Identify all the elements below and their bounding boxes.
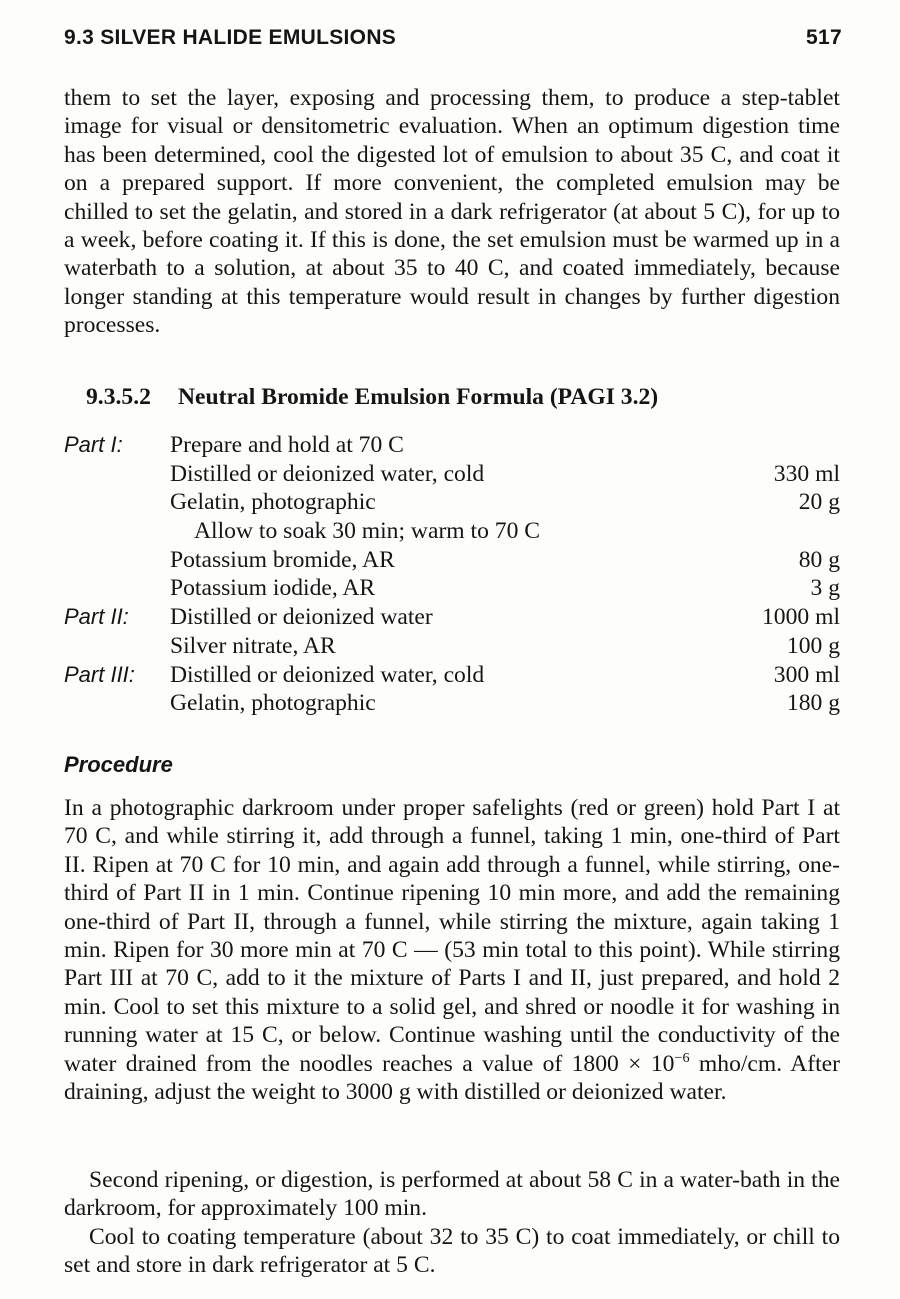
formula-amount: 180 g	[786, 690, 840, 717]
intro-paragraph: them to set the layer, exposing and processing them, to produce a step-tablet image for visual or densitometric evaluation. When an optimum digestion time has been determined, cool the digested lot of emulsion to about 35 C, and coat it on a prepared support. If more convenient, the completed emulsion may be chilled to set the gelatin, and stored in a dark refrigerator (at about 5 C), for up to a week, before coating it. If this is done, the set emulsion must be warmed up in a waterbath to a solution, at about 35 to 40 C, and coated immediately, because longer standing at this temperature would result in changes by further digestion processes.	[64, 85, 840, 339]
exponent: −6	[674, 1049, 690, 1066]
formula-amount: 1000 ml	[762, 604, 840, 631]
formula-amount: 20 g	[798, 489, 840, 516]
formula-amount: 100 g	[786, 632, 840, 659]
formula-ingredient: Silver nitrate, AR	[170, 632, 336, 659]
formula-amount	[720, 431, 840, 460]
formula-ingredient: Distilled or deionized water	[170, 604, 433, 631]
formula-part-label	[64, 517, 170, 546]
section-title: 9.3 SILVER HALIDE EMULSIONS	[64, 26, 397, 49]
coating-paragraph: Cool to coating temperature (about 32 to 35 C) to coat immediately, or chill to set and store in dark refrigerator at 5 C.	[64, 1224, 840, 1279]
formula-amount	[720, 517, 840, 546]
formula-part-label: Part I:	[64, 432, 123, 457]
formula-amount: 300 ml	[773, 661, 840, 688]
procedure-heading: Procedure	[64, 752, 173, 777]
formula-ingredient: Allow to soak 30 min; warm to 70 C	[194, 518, 541, 545]
formula-ingredient: Gelatin, photographic	[170, 489, 376, 516]
procedure-paragraph	[64, 794, 840, 1106]
formula-row	[64, 632, 840, 661]
formula-ingredient: Distilled or deionized water, cold	[170, 460, 485, 487]
procedure-text-2: mho/cm. After draining, adjust the weight to 3000 g with distilled or deionized water.	[64, 1050, 840, 1106]
formula-row	[64, 574, 840, 603]
running-header	[64, 26, 842, 56]
procedure-text-1: In a photographic darkroom under proper safelights (red or green) hold Part I at 70 C, and while stirring it, add through a funnel, taking 1 min, one-third of Part II. Ripen at 70 C for 10 min, and again add through a funnel, while stirring, one-third of Part II in 1 min. Continue ripening 10 min more, and add the remaining one-third of Part II, through a funnel, while stirring the mixture, again taking 1 min. Ripen for 30 more min at 70 C — (53 min total to this point). While stirring Part III at 70 C, add to it the mixture of Parts I and II, just prepared, and hold 2 min. Cool to set this mixture to a solid gel, and shred or noodle it for washing in running water at 15 C, or below. Continue washing until the conductivity of the water drained from the noodles reaches a value of 1800 × 10	[64, 795, 840, 1077]
formula-part-label: Part III:	[64, 661, 135, 687]
formula-row	[64, 603, 840, 632]
formula-row	[64, 517, 840, 546]
subsection-heading	[86, 383, 658, 411]
formula-row	[64, 661, 840, 690]
formula-table	[64, 431, 840, 718]
formula-amount: 330 ml	[773, 460, 840, 487]
formula-ingredient: Gelatin, photographic	[170, 690, 376, 717]
ripening-paragraph: Second ripening, or digestion, is performed at about 58 C in a water-bath in the darkroom, for approximately 100 min.	[64, 1167, 840, 1222]
formula-row	[64, 460, 840, 489]
subsection-number: 9.3.5.2	[86, 384, 151, 410]
formula-part-label	[64, 546, 170, 575]
formula-part-label: Part II:	[64, 604, 129, 630]
formula-part-label	[64, 632, 170, 661]
formula-row	[64, 689, 840, 718]
formula-ingredient: Distilled or deionized water, cold	[170, 661, 485, 688]
formula-part-label	[64, 689, 170, 718]
formula-ingredient: Potassium bromide, AR	[170, 546, 395, 573]
formula-part-label	[64, 574, 170, 603]
formula-row	[64, 431, 840, 460]
formula-amount: 80 g	[798, 546, 840, 573]
subsection-title: Neutral Bromide Emulsion Formula (PAGI 3.2)	[178, 384, 659, 410]
formula-part-label	[64, 460, 170, 489]
formula-amount: 3 g	[810, 575, 840, 602]
formula-part-label	[64, 488, 170, 517]
formula-row	[64, 546, 840, 575]
formula-row	[64, 488, 840, 517]
formula-ingredient: Potassium iodide, AR	[170, 575, 376, 602]
page-number: 517	[806, 26, 842, 49]
formula-ingredient: Prepare and hold at 70 C	[170, 432, 404, 458]
